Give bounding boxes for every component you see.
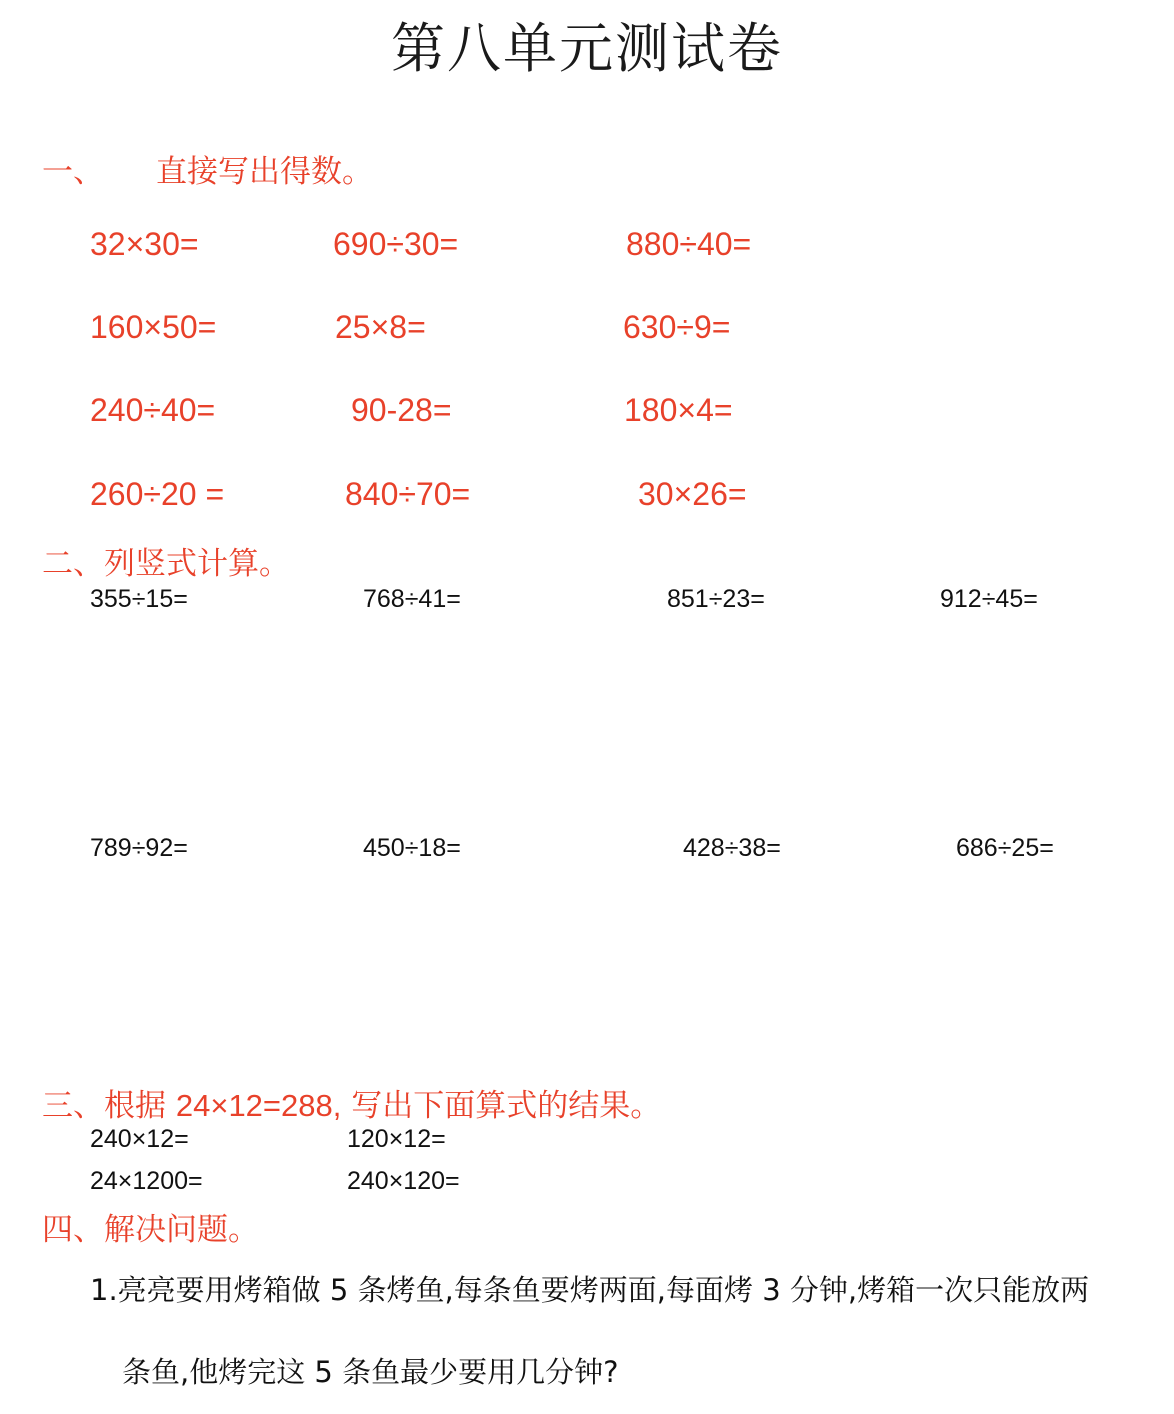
vertical-calc-problem: 428÷38= <box>683 834 781 862</box>
derived-calc-problem: 24×1200= <box>90 1167 203 1195</box>
oral-problem: 840÷70= <box>345 476 471 512</box>
section4-heading: 四、解决问题。 <box>42 1212 259 1248</box>
oral-problem: 25×8= <box>335 309 426 345</box>
vertical-calc-problem: 768÷41= <box>363 585 461 613</box>
derived-calc-problem: 240×120= <box>347 1167 460 1195</box>
section3-given-equation: 24×12=288, <box>175 1088 342 1123</box>
section3-heading <box>42 1080 661 1125</box>
derived-calc-problem: 120×12= <box>347 1125 446 1153</box>
oral-problem: 30×26= <box>638 476 747 512</box>
vertical-calc-problem: 912÷45= <box>940 585 1038 613</box>
vertical-calc-problem: 851÷23= <box>667 585 765 613</box>
oral-problem: 240÷40= <box>90 392 216 428</box>
section1-number: 一、 <box>42 154 104 190</box>
oral-problem: 880÷40= <box>626 226 752 262</box>
section3-heading-pre: 三、根据 <box>42 1088 176 1124</box>
page-title: 第八单元测试卷 <box>391 17 783 80</box>
oral-problem: 180×4= <box>624 392 733 428</box>
vertical-calc-problem: 355÷15= <box>90 585 188 613</box>
section1-heading: 直接写出得数。 <box>156 154 373 190</box>
oral-problem: 690÷30= <box>333 226 459 262</box>
oral-problem: 630÷9= <box>623 309 731 345</box>
section3-heading-post: 写出下面算式的结果。 <box>341 1088 662 1124</box>
oral-problem: 160×50= <box>90 309 217 345</box>
vertical-calc-problem: 450÷18= <box>363 834 461 862</box>
vertical-calc-problem: 686÷25= <box>956 834 1054 862</box>
section2-heading: 二、列竖式计算。 <box>42 546 290 582</box>
derived-calc-problem: 240×12= <box>90 1125 189 1153</box>
vertical-calc-problem: 789÷92= <box>90 834 188 862</box>
oral-problem: 32×30= <box>90 226 199 262</box>
oral-problem: 260÷20 = <box>90 476 225 512</box>
oral-problem: 90-28= <box>351 392 452 428</box>
word-problem-line: 条鱼,他烤完这 5 条鱼最少要用几分钟? <box>122 1355 619 1389</box>
word-problem-line: 1.亮亮要用烤箱做 5 条烤鱼,每条鱼要烤两面,每面烤 3 分钟,烤箱一次只能放两 <box>90 1273 1090 1307</box>
